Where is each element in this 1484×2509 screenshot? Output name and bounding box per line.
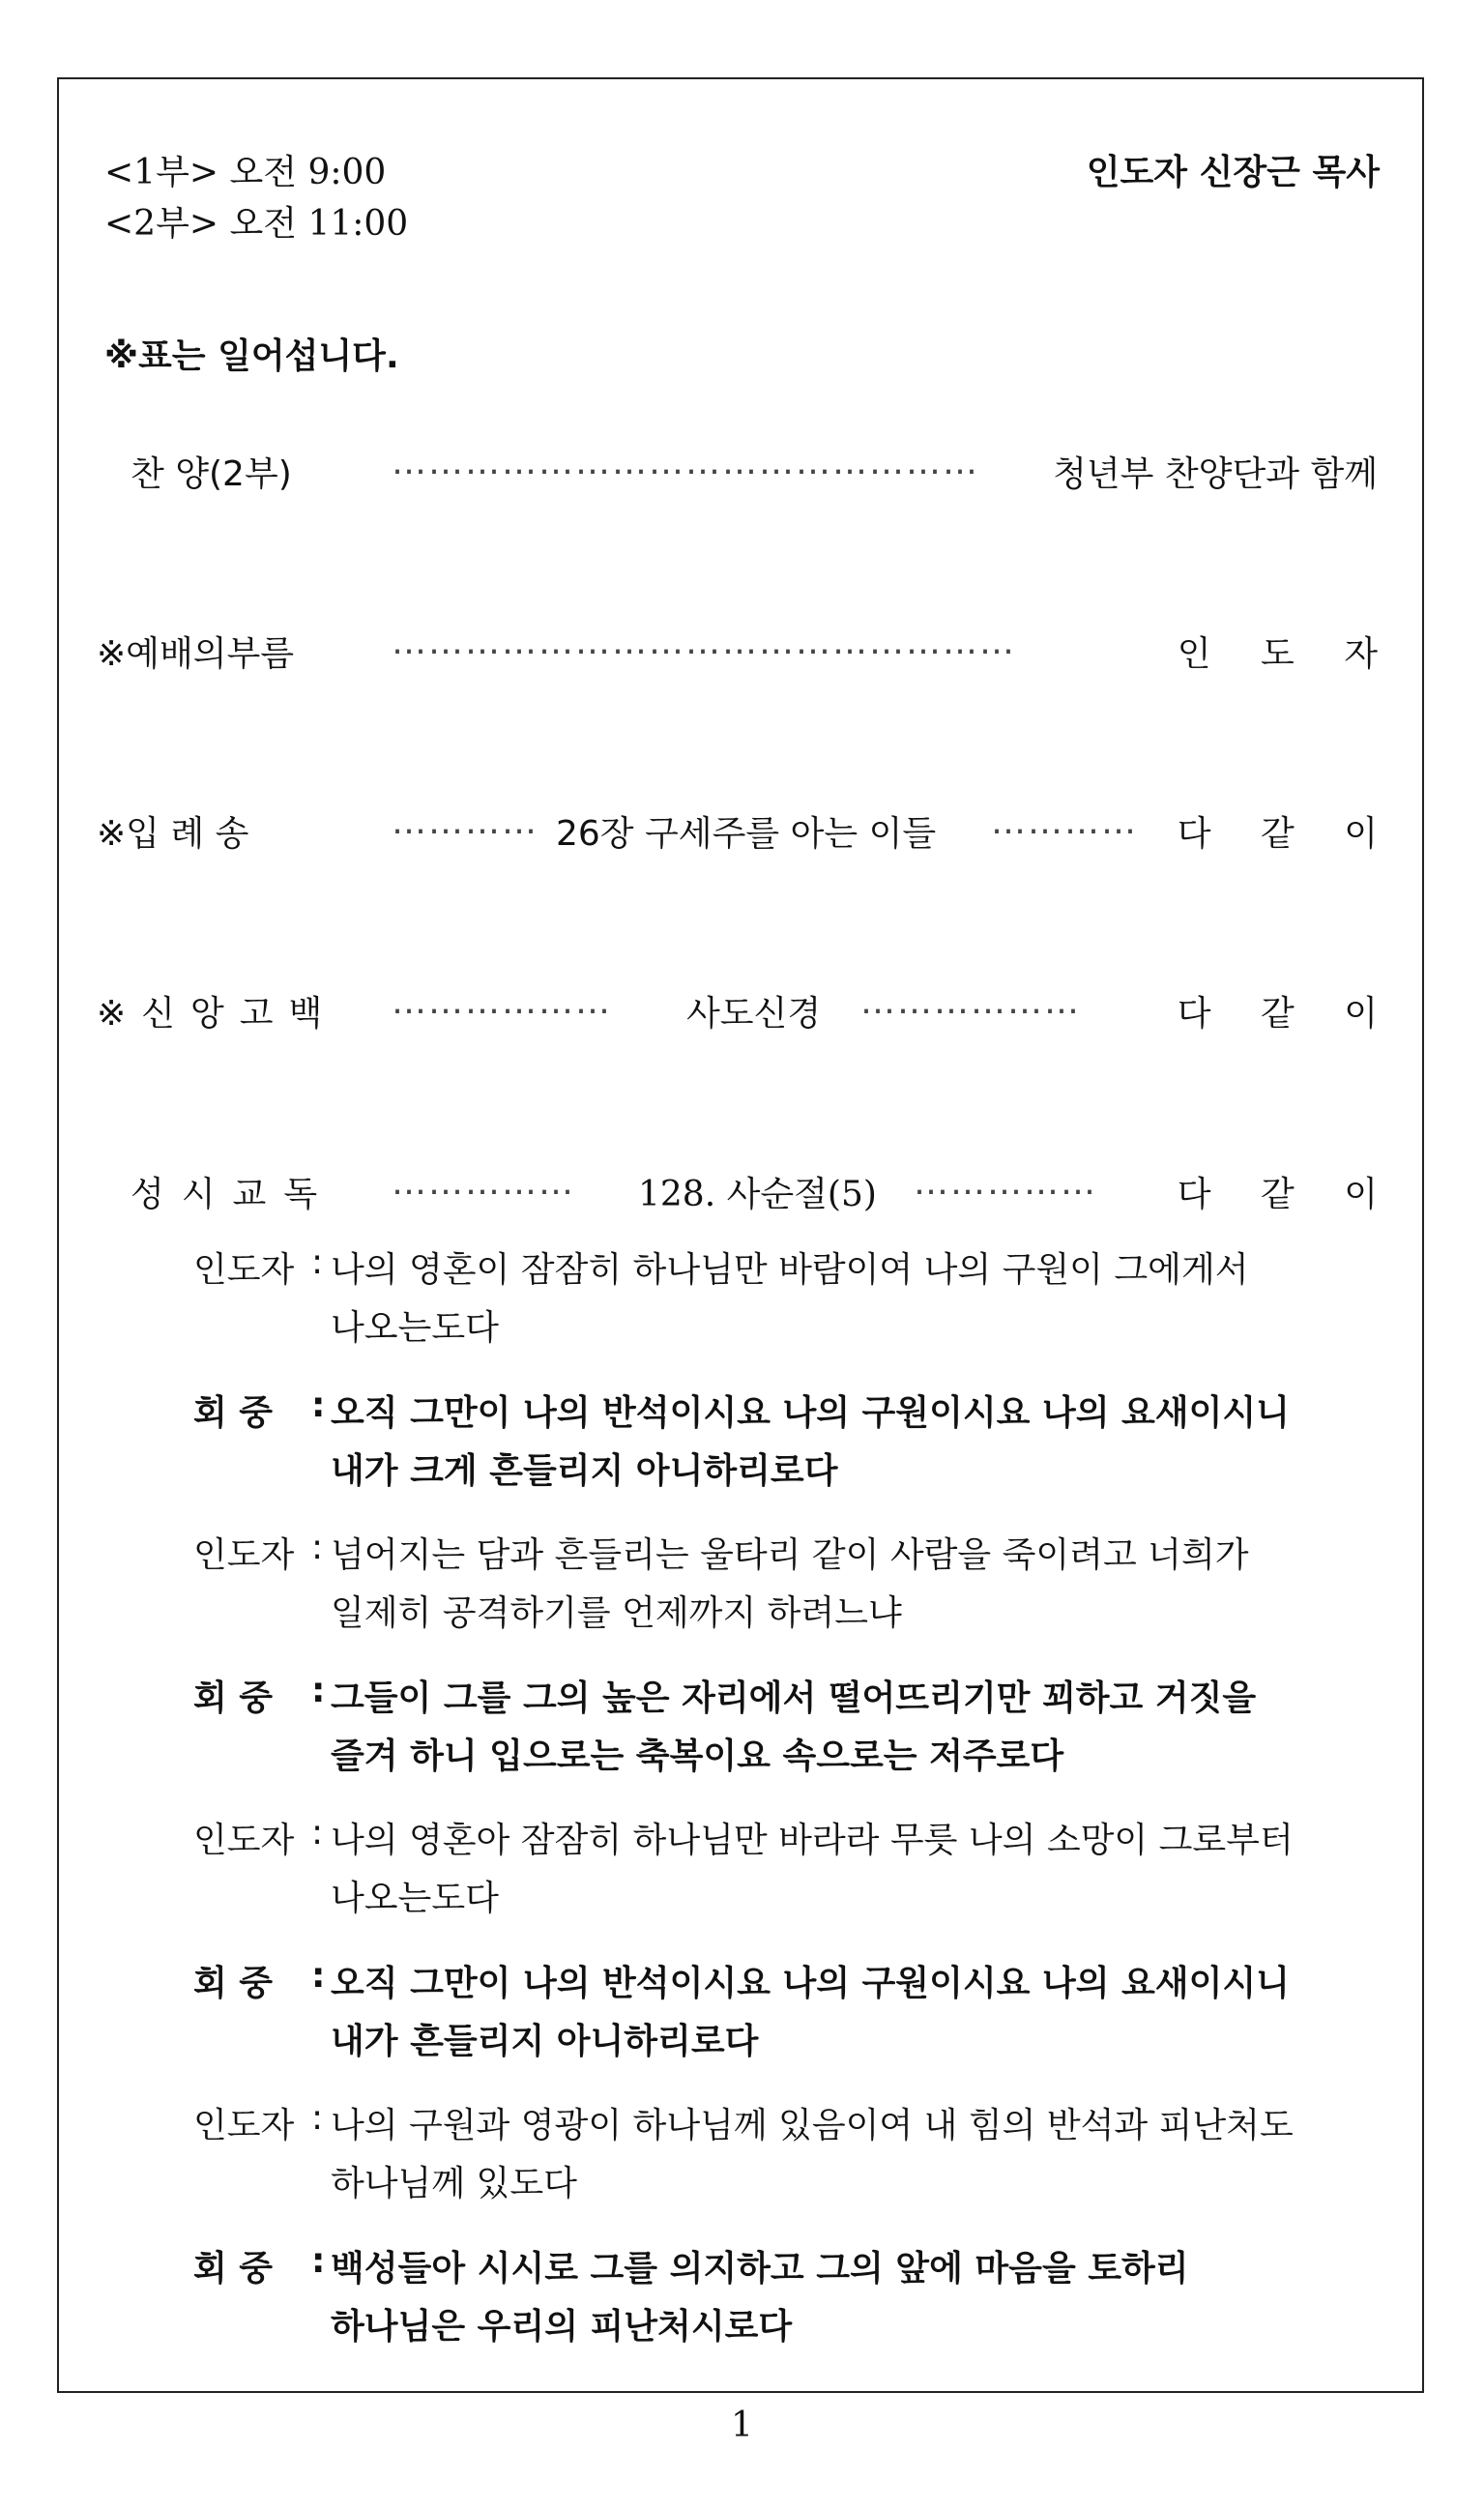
reading-speaker: 인도자 xyxy=(193,1821,295,1860)
reading-line: 나의 구원과 영광이 하나님께 있음이여 내 힘의 반석과 피난처도 xyxy=(331,2106,1294,2145)
order-middle: 128. 사순절(5) xyxy=(638,1175,877,1214)
reading-speaker: 회 중 xyxy=(193,1964,274,2003)
order-right: 다 같 이 xyxy=(1177,994,1397,1034)
reading-colon: : xyxy=(311,1956,326,1996)
reading-speaker: 회 중 xyxy=(193,1678,274,1718)
leader-dots: ………… xyxy=(991,802,1138,842)
reading-line: 나오는도다 xyxy=(331,1308,499,1348)
reading-speaker: 인도자 xyxy=(193,2106,295,2145)
reading-speaker: 인도자 xyxy=(193,1535,295,1575)
leader-dots: ………………………………………… xyxy=(392,443,979,482)
reading-colon: : xyxy=(311,1671,326,1710)
reading-colon: : xyxy=(311,1386,326,1425)
order-title: 성시교독 xyxy=(131,1175,335,1214)
order-middle: 26장 구세주를 아는 이들 xyxy=(556,814,937,854)
reading-line: 나의 영혼아 잠잠히 하나님만 바라라 무릇 나의 소망이 그로부터 xyxy=(331,1821,1294,1860)
reading-colon: : xyxy=(311,2241,326,2281)
reading-line: 하나님께 있도다 xyxy=(331,2164,577,2203)
leader-dots: ………… xyxy=(392,802,538,842)
reading-line: 백성들아 시시로 그를 의지하고 그의 앞에 마음을 토하리 xyxy=(331,2249,1189,2289)
reading-line: 내가 크게 흔들리지 아니하리로다 xyxy=(331,1451,838,1491)
leader-dots: ……………… xyxy=(860,982,1081,1022)
reading-colon: : xyxy=(311,2098,324,2138)
order-title: ※예배의부름 xyxy=(97,634,295,674)
reading-colon: : xyxy=(311,1242,324,1282)
order-right: 인 도 자 xyxy=(1177,634,1397,674)
reading-line: 오직 그만이 나의 반석이시요 나의 구원이시요 나의 요새이시니 xyxy=(331,1964,1290,2003)
reading-line: 그들이 그를 그의 높은 자리에서 떨어뜨리기만 꾀하고 거짓을 xyxy=(331,1678,1257,1718)
reading-line: 오직 그만이 나의 반석이시요 나의 구원이시요 나의 요새이시니 xyxy=(331,1393,1290,1433)
reading-colon: : xyxy=(311,1813,324,1853)
reading-line: 즐겨 하니 입으로는 축복이요 속으로는 저주로다 xyxy=(331,1736,1064,1776)
order-right: 청년부 찬양단과 함께 xyxy=(1053,454,1378,494)
reading-line: 넘어지는 담과 흔들리는 울타리 같이 사람을 죽이려고 너희가 xyxy=(331,1535,1249,1575)
reading-line: 나오는도다 xyxy=(331,1879,499,1918)
reading-line: 일제히 공격하기를 언제까지 하려느냐 xyxy=(331,1593,902,1633)
leader-dots: …………………………………………… xyxy=(392,623,1016,662)
order-middle: 사도신경 xyxy=(686,994,822,1034)
leader-dots: ……………… xyxy=(392,982,612,1022)
service-time-2: <2부> 오전 11:00 xyxy=(104,204,409,244)
reading-line: 내가 흔들리지 아니하리로다 xyxy=(331,2022,759,2061)
standing-notice: ※표는 일어섭니다. xyxy=(104,336,399,376)
leader-dots: …………… xyxy=(392,1163,575,1203)
leader-dots: …………… xyxy=(914,1163,1097,1203)
order-title: ※신앙고백 xyxy=(97,994,338,1034)
reading-speaker: 회 중 xyxy=(193,1393,274,1433)
reading-speaker: 인도자 xyxy=(193,1250,295,1290)
leader-name: 인도자 신장근 목사 xyxy=(1086,153,1380,192)
service-time-1: <1부> 오전 9:00 xyxy=(104,153,387,192)
order-right: 다 같 이 xyxy=(1177,1175,1397,1214)
reading-speaker: 회 중 xyxy=(193,2249,274,2289)
reading-colon: : xyxy=(311,1528,324,1567)
reading-line: 하나님은 우리의 피난처시로다 xyxy=(331,2307,793,2347)
order-title: ※입 례 송 xyxy=(97,814,249,854)
page-number: 1 xyxy=(731,2406,753,2445)
order-right: 다 같 이 xyxy=(1177,814,1397,854)
order-title: 찬 양(2부) xyxy=(131,454,292,494)
reading-line: 나의 영혼이 잠잠히 하나님만 바람이여 나의 구원이 그에게서 xyxy=(331,1250,1249,1290)
